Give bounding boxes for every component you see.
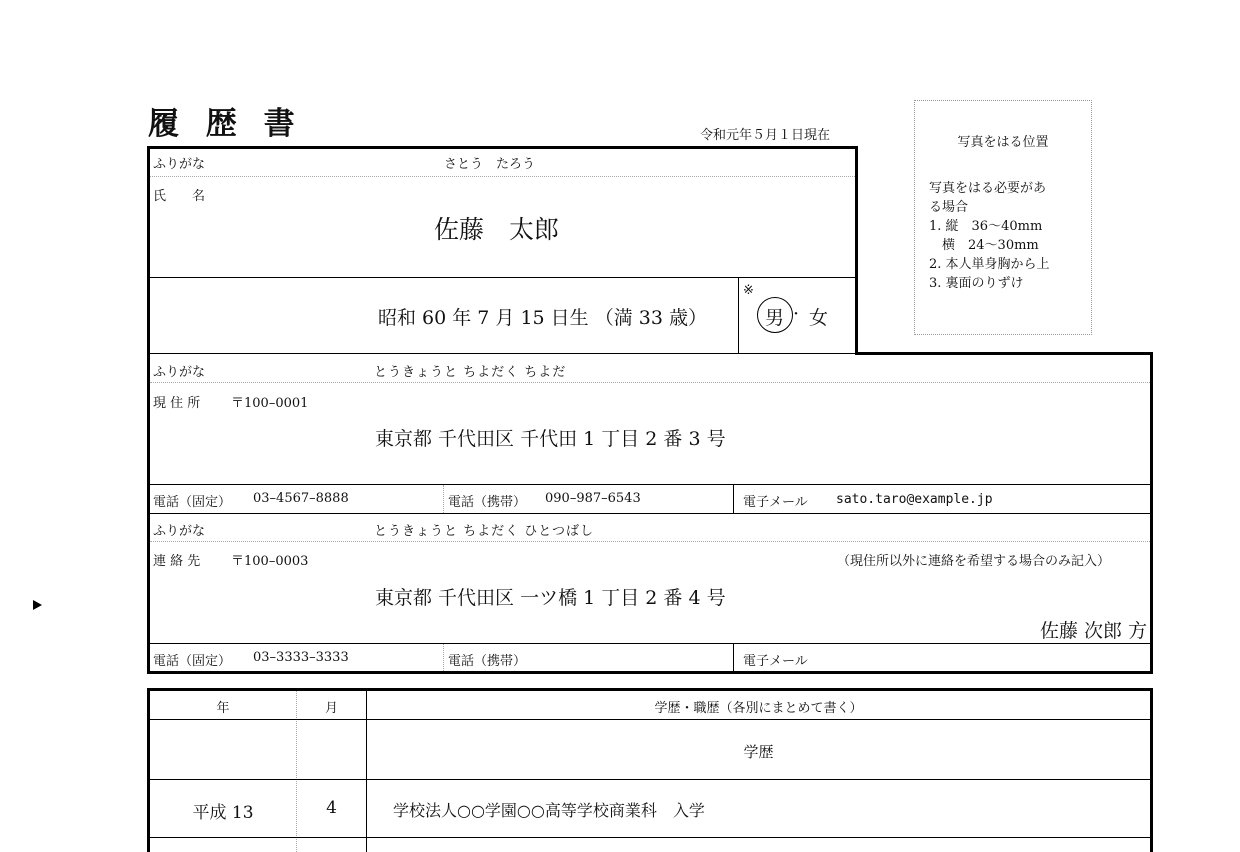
row-detail: 学校法人○○学園○○高等学校商業科 入学: [393, 801, 705, 820]
frame-line: [733, 644, 734, 671]
address-phone-mobile-label: 電話（携帯）: [448, 495, 527, 510]
document-title: 履 歴 書: [148, 106, 303, 142]
address-text: 東京都 千代田区 千代田 1 丁目 2 番 3 号: [375, 428, 726, 450]
frame-line: [443, 485, 444, 513]
row-year: 平成 13: [192, 803, 254, 823]
birth-date: 昭和 60 年 7 月 15 日生 （満 33 歳）: [378, 307, 707, 329]
photo-box-line: る場合: [929, 200, 969, 215]
frame-line: [855, 146, 858, 354]
contact-label: 連 絡 先: [153, 554, 201, 569]
frame-line: [150, 277, 855, 278]
frame-line: [147, 146, 858, 149]
frame-line: [733, 485, 734, 513]
contact-furigana: とうきょうと ちよだく ひとつばし: [374, 524, 595, 539]
contact-email-label: 電子メール: [743, 654, 808, 669]
table-line: [150, 779, 1150, 780]
address-label: 現 住 所: [153, 396, 201, 411]
contact-note: （現住所以外に連絡を希望する場合のみ記入）: [837, 554, 1111, 569]
column-header-detail: 学歴・職歴（各別にまとめて書く）: [654, 701, 863, 716]
gender-male: 男: [765, 307, 785, 329]
column-header-year: 年: [216, 701, 230, 716]
contact-postal: 〒100–0003: [231, 554, 309, 569]
frame-line: [147, 671, 1153, 674]
name-furigana: さとう たろう: [444, 157, 536, 172]
photo-box-line: 2. 本人単身胸から上: [929, 257, 1050, 272]
photo-box-instructions: [929, 179, 1079, 293]
as-of-date: 令和元年５月１日現在: [700, 128, 831, 143]
contact-care-of: 佐藤 次郎 方: [1040, 620, 1148, 642]
table-line: [1150, 688, 1153, 852]
photo-box-line: 横 24～30mm: [929, 238, 1039, 253]
contact-address-text: 東京都 千代田区 一ツ橋 1 丁目 2 番 4 号: [375, 587, 726, 609]
address-phone-fixed: 03–4567–8888: [253, 491, 349, 506]
frame-line: [150, 353, 855, 354]
contact-furigana-label: ふりがな: [153, 524, 206, 539]
address-phone-mobile: 090–987–6543: [545, 491, 641, 506]
frame-line: [150, 541, 1150, 542]
frame-line: [1150, 352, 1153, 674]
note-mark: ※: [743, 283, 754, 298]
contact-phone-fixed-label: 電話（固定）: [153, 654, 232, 669]
photo-box-title: 写真をはる位置: [957, 135, 1049, 150]
photo-box-line: 3. 裏面のりずけ: [929, 276, 1024, 291]
gender-female: 女: [809, 307, 829, 329]
frame-line: [150, 382, 1150, 383]
photo-placement-box: [914, 100, 1092, 335]
contact-phone-mobile-label: 電話（携帯）: [448, 654, 527, 669]
address-email-label: 電子メール: [743, 495, 808, 510]
name-furigana-label: ふりがな: [153, 157, 206, 172]
frame-line: [150, 176, 855, 177]
column-header-month: 月: [324, 701, 338, 716]
table-line: [150, 719, 1150, 720]
full-name: 佐藤 太郎: [434, 215, 560, 244]
address-furigana-label: ふりがな: [153, 365, 206, 380]
frame-line: [150, 643, 1150, 644]
frame-line: [443, 644, 444, 671]
row-month: 4: [326, 798, 337, 818]
frame-line: [150, 513, 1150, 514]
frame-line: [738, 277, 739, 353]
photo-box-line: 1. 縦 36～40mm: [929, 219, 1043, 234]
address-phone-fixed-label: 電話（固定）: [153, 495, 232, 510]
address-furigana: とうきょうと ちよだく ちよだ: [374, 365, 567, 380]
frame-line: [147, 146, 150, 674]
address-email: sato.taro@example.jp: [836, 492, 993, 507]
table-line: [150, 837, 1150, 838]
section-title: 学歴: [743, 743, 774, 761]
row-marker-icon: [33, 600, 42, 610]
contact-phone-fixed: 03–3333–3333: [253, 650, 349, 665]
frame-line: [150, 484, 1150, 485]
table-line: [147, 688, 1153, 691]
gender-separator: ·: [793, 303, 800, 325]
address-postal: 〒100–0001: [231, 396, 309, 411]
name-label: 氏 名: [153, 189, 206, 204]
photo-box-line: 写真をはる必要があ: [929, 181, 1047, 196]
frame-line: [855, 352, 1153, 355]
